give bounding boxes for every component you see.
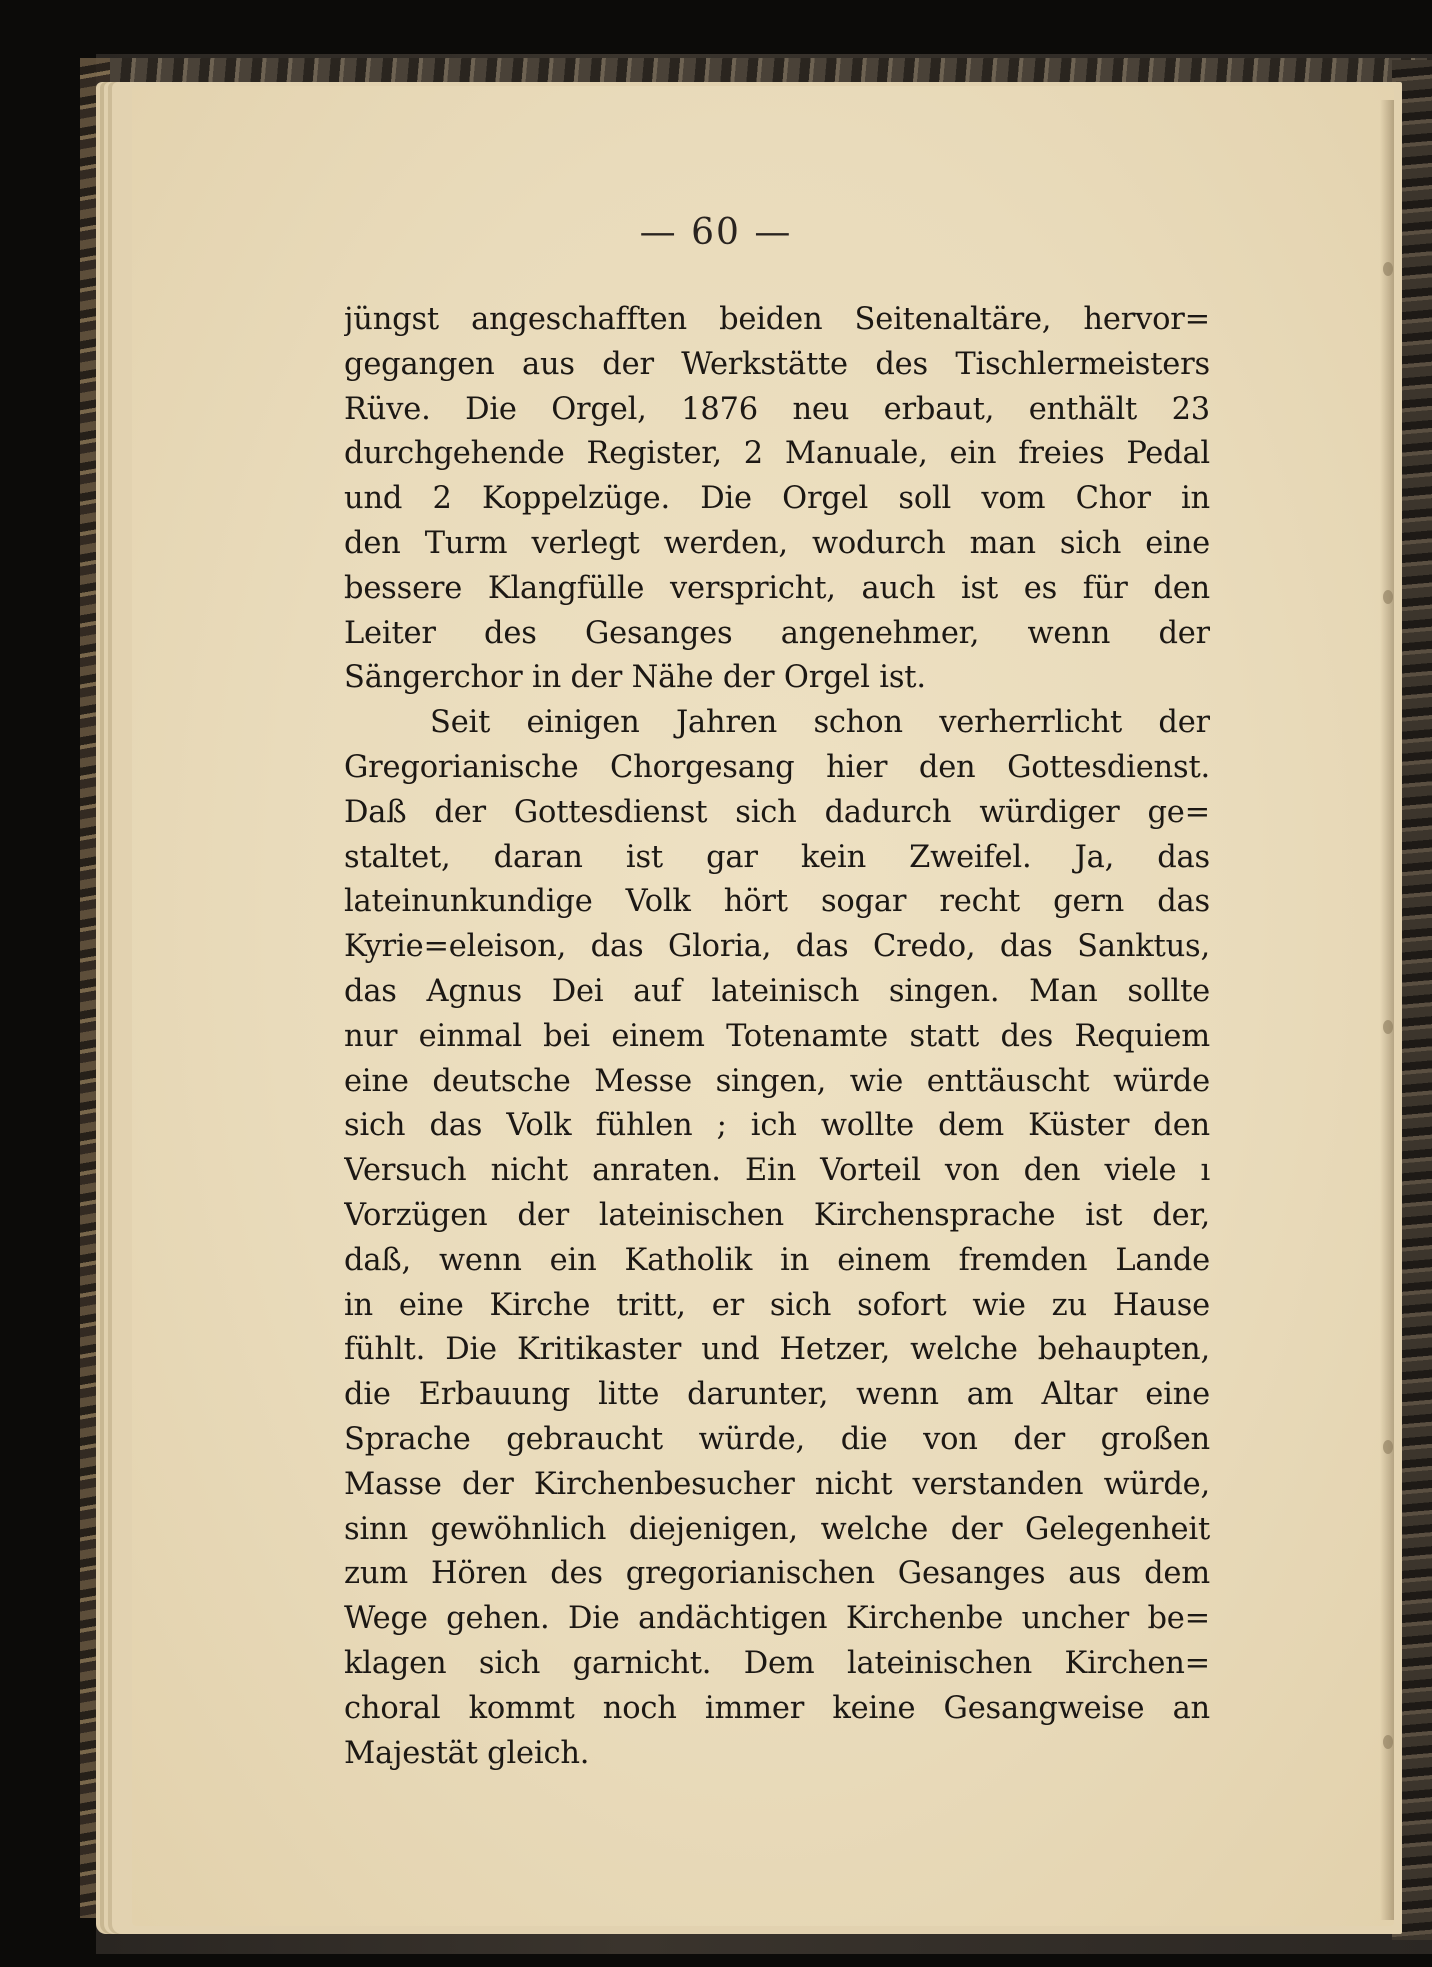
text-line: Masse der Kirchenbesucher nicht verstanden würde, [344, 1466, 1210, 1502]
text-line: Versuch nicht anraten. Ein Vorteil von den viele ı [344, 1153, 1210, 1189]
text-line: Gregorianische Chorgesang hier den Gottesdienst. [344, 749, 1210, 785]
text-line: eine deutsche Messe singen, wie enttäuscht würde [344, 1063, 1210, 1099]
text-line: Seit einigen Jahren schon verherrlicht der [430, 705, 1210, 741]
text-line: Kyrie=eleison, das Gloria, das Credo, das Sanktus, [344, 929, 1210, 965]
margin-speck [1383, 262, 1393, 276]
page-gutter-shadow [1380, 100, 1394, 1920]
body-text [344, 298, 1210, 1776]
text-line: und 2 Koppelzüge. Die Orgel soll vom Chor in [344, 481, 1210, 517]
text-line: Majestät gleich. [344, 1735, 590, 1771]
text-line: staltet, daran ist gar kein Zweifel. Ja, das [344, 839, 1210, 875]
text-line: Leiter des Gesanges angenehmer, wenn der [344, 615, 1210, 651]
text-line: zum Hören des gregorianischen Gesanges aus dem [344, 1556, 1210, 1592]
text-line: das Agnus Dei auf lateinisch singen. Man sollte [344, 973, 1210, 1009]
text-line: Sprache gebraucht würde, die von der großen [344, 1421, 1210, 1457]
text-line: den Turm verlegt werden, wodurch man sich eine [344, 525, 1210, 561]
text-line: die Erbauung litte darunter, wenn am Altar eine [344, 1377, 1210, 1413]
text-line: nur einmal bei einem Totenamte statt des Requiem [344, 1018, 1210, 1054]
margin-speck [1383, 590, 1393, 604]
text-line: klagen sich garnicht. Dem lateinischen Kirchen= [344, 1645, 1210, 1681]
page-number: — 60 — [639, 212, 793, 253]
margin-speck [1383, 1440, 1393, 1454]
text-line: sinn gewöhnlich diejenigen, welche der Gelegenheit [344, 1511, 1210, 1547]
text-line: Vorzügen der lateinischen Kirchensprache ist der, [344, 1197, 1210, 1233]
text-line: sich das Volk fühlen ; ich wollte dem Küster den [344, 1108, 1210, 1144]
text-line: bessere Klangfülle verspricht, auch ist es für den [344, 570, 1210, 606]
text-line: Daß der Gottesdienst sich dadurch würdiger ge= [344, 794, 1210, 830]
text-line: durchgehende Register, 2 Manuale, ein freies Pedal [344, 436, 1210, 472]
text-line: fühlt. Die Kritikaster und Hetzer, welche behaupten, [344, 1332, 1210, 1368]
text-line: Rüve. Die Orgel, 1876 neu erbaut, enthält 23 [344, 391, 1210, 427]
text-line: choral kommt noch immer keine Gesangweise an [344, 1690, 1210, 1726]
text-line: jüngst angeschafften beiden Seitenaltäre, hervor= [344, 302, 1210, 337]
text-line: in eine Kirche tritt, er sich sofort wie zu Hause [344, 1287, 1210, 1323]
margin-speck [1383, 1735, 1393, 1749]
text-line: daß, wenn ein Katholik in einem fremden Lande [344, 1242, 1210, 1278]
text-line: Wege gehen. Die andächtigen Kirchenbe uncher be= [344, 1601, 1210, 1637]
margin-speck [1383, 1020, 1393, 1034]
text-line: lateinunkundige Volk hört sogar recht gern das [344, 884, 1210, 920]
text-line: gegangen aus der Werkstätte des Tischlermeisters [344, 346, 1210, 382]
text-line: Sängerchor in der Nähe der Orgel ist. [344, 660, 926, 696]
